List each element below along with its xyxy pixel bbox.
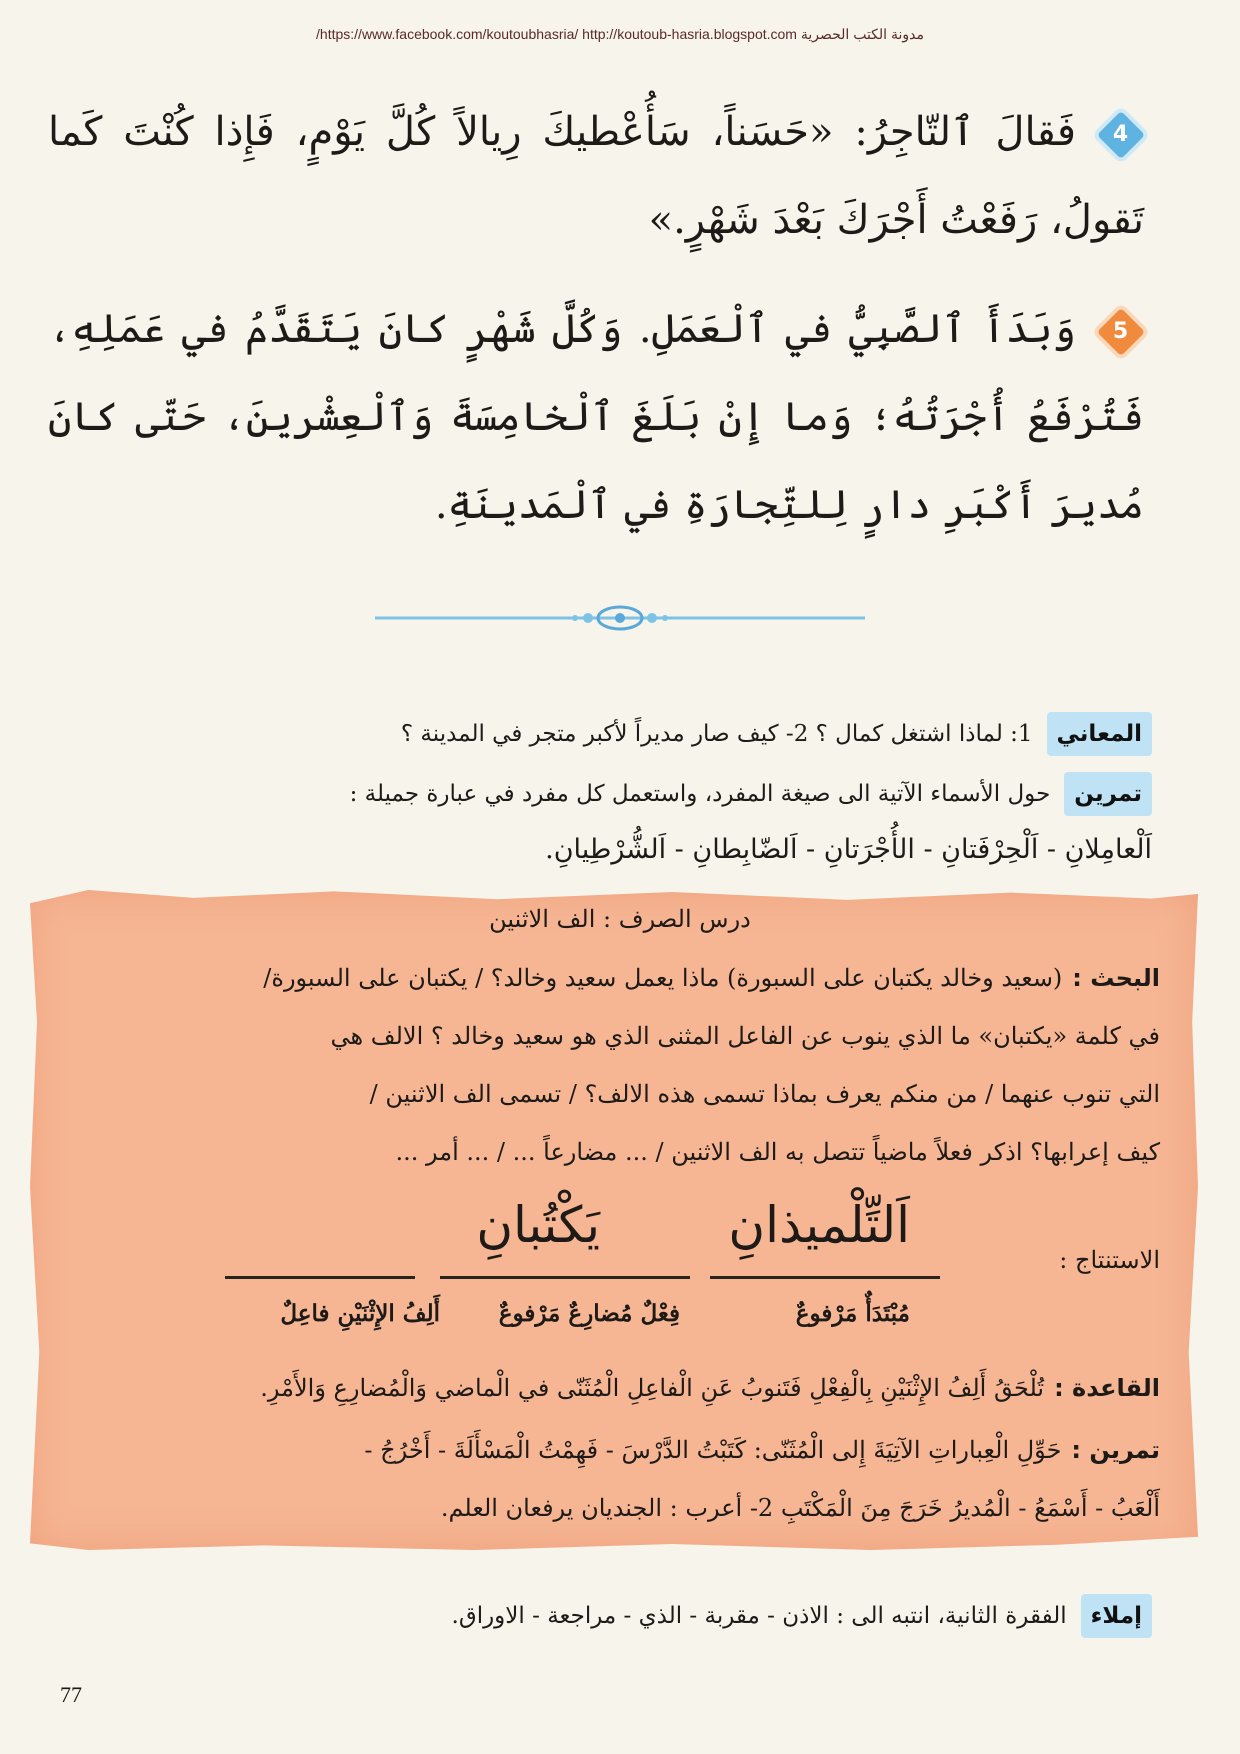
ornament-divider [375,603,865,633]
rule-line: القاعدة :تُلْحَقُ أَلِفُ الإِثْنَيْنِ بِالْفِعْلِ فَتَنوبُ عَنِ الْفاعِلِ الْمُثَنّى في الْماضي وَالْمُضارِعِ وَالأَمْرِ. [260,1374,1160,1402]
underline-subject [710,1276,940,1279]
grammar-title: درس الصرف : الف الاثنين [489,905,751,933]
story-paragraph-5 [48,285,1144,549]
drill-row [60,772,1152,816]
discussion-label: البحث : [1072,964,1160,992]
dictation-row [60,1594,1152,1638]
deduction-label: الاستنتاج : [1059,1246,1160,1274]
drill-words: اَلْعامِلانِ - اَلْحِرْفَتانِ - الأُجْرَتانِ - اَلضّابِطانِ - اَلشُّرْطِيانِ. [545,834,1152,865]
underline-alef [225,1276,415,1279]
dictation-label: إملاء [1081,1594,1152,1638]
meanings-row [60,712,1152,756]
discussion-line-2: في كلمة «يكتبان» ما الذي ينوب عن الفاعل المثنى الذي هو سعيد وخالد ؟ الالف هي [330,1022,1160,1050]
rule-label: القاعدة : [1054,1374,1160,1402]
parse-subject: مُبْتَدَأٌ مَرْفوعٌ [795,1300,910,1327]
drill-instruction: حول الأسماء الآتية الى صيغة المفرد، واستعمل كل مفرد في عبارة جميلة : [349,781,1051,807]
discussion-line-1: البحث :(سعيد وخالد يكتبان على السبورة) ماذا يعمل سعيد وخالد؟ / يكتبان على السبورة/ [263,964,1160,992]
meanings-label: المعاني [1047,712,1152,756]
grammar-drill-label: تمرين : [1071,1436,1160,1464]
parse-alef: أَلِفُ الإِثْنَيْنِ فاعِلٌ [280,1300,440,1327]
example-word-subject: اَلتِّلْميذانِ [728,1196,910,1254]
paragraph-number-badge: 4 [1098,112,1144,158]
meanings-questions: 1: لماذا اشتغل كمال ؟ 2- كيف صار مديراً لأكبر متجر في المدينة ؟ [400,721,1033,747]
discussion-line-3: التي تنوب عنهما / من منكم يعرف بماذا تسمى هذه الالف؟ / تسمى الف الاثنين / [369,1080,1160,1108]
example-word-verb: يَكْتُبانِ [476,1196,600,1254]
dictation-text: الفقرة الثانية، انتبه الى : الاذن - مقربة - الذي - مراجعة - الاوراق. [451,1603,1067,1629]
source-header: /https://www.facebook.com/koutoubhasria/ http://koutoub-hasria.blogspot.com مدونة الكتب الحصرية [316,26,924,42]
discussion-line-4: كيف إعرابها؟ اذكر فعلاً ماضياً تتصل به الف الاثنين / ... مضارعاً ... / ... أمر ... [395,1138,1160,1166]
paragraph-text: وَبَدَأَ ٱلصَّبِيُّ في ٱلْعَمَلِ. وَكُلَّ شَهْرٍ كانَ يَتَقَدَّمُ في عَمَلِهِ، فَتُرْفَعُ أُجْرَتُهُ؛ وَما إِنْ بَلَغَ ٱلْخامِسَةَ وَٱلْعِشْرينَ، حَتّى كانَ مُديرَ أَكْبَرِ دارٍ لِلتِّجارَةِ في ٱلْمَدينَةِ. [48,306,1144,528]
story-paragraph-4 [48,88,1144,264]
paragraph-number-badge: 5 [1098,309,1144,355]
grammar-drill-line-1: تمرين :حَوِّلِ الْعِباراتِ الآتِيَةَ إِلى الْمُثَنّى: كَتَبْتُ الدَّرْسَ - فَهِمْتُ الْمَسْأَلَةَ - أَخْرُجُ - [364,1436,1160,1464]
drill-label: تمرين [1064,772,1152,816]
grammar-drill-line-2: أَلْعَبُ - أَسْمَعُ - الْمُديرُ خَرَجَ مِنَ الْمَكْتَبِ 2- أعرب : الجنديان يرفعان العلم. [440,1494,1160,1522]
page-number: 77 [60,1682,82,1707]
paragraph-text: فَقالَ ٱلتّاجِرُ: «حَسَناً، سَأُعْطيكَ رِيالاً كُلَّ يَوْمٍ، فَإِذا كُنْتَ كَما تَقولُ، رَفَعْتُ أَجْرَكَ بَعْدَ شَهْرٍ.» [48,109,1144,243]
parse-verb: فِعْلٌ مُضارِعٌ مَرْفوعٌ [498,1300,680,1327]
underline-verb [440,1276,690,1279]
